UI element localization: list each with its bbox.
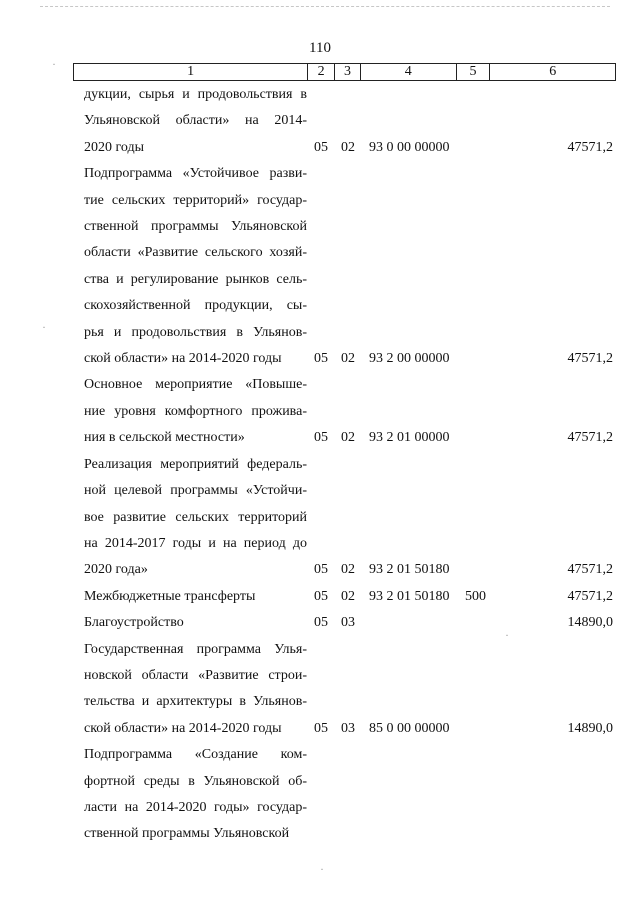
row-cell-c3: 02 xyxy=(341,351,355,367)
row-name-line: ской области» на 2014-2020 годы xyxy=(84,351,282,367)
row-name xyxy=(84,82,307,161)
row-name-line: Ульяновской области» на 2014- xyxy=(84,113,307,129)
row-cell-c4: 93 2 01 50180 xyxy=(369,588,450,604)
table-row xyxy=(0,584,640,610)
row-cell-c4: 93 0 00 00000 xyxy=(369,139,450,155)
row-cell-c3: 02 xyxy=(341,430,355,446)
table-row xyxy=(0,82,640,161)
row-cell-c2: 05 xyxy=(314,351,328,367)
row-name-line: Основное мероприятие «Повыше- xyxy=(84,377,307,393)
row-name-line: области «Развитие сельского хозяй- xyxy=(84,245,307,261)
scan-speck: · xyxy=(42,320,46,334)
row-name-line: Подпрограмма «Устойчивое разви- xyxy=(84,166,307,182)
row-name xyxy=(84,584,307,610)
row-cell-c6: 47571,2 xyxy=(567,139,613,155)
row-name-line: 2020 года» xyxy=(84,562,148,578)
row-name-line: Реализация мероприятий федераль- xyxy=(84,456,307,472)
row-cell-c6: 47571,2 xyxy=(567,562,613,578)
row-cell-c2: 05 xyxy=(314,615,328,631)
row-name-line: на 2014-2017 годы и на период до xyxy=(84,535,307,551)
row-cell-c4: 93 2 00 00000 xyxy=(369,351,450,367)
row-name-line: вое развитие сельских территорий xyxy=(84,509,307,525)
row-name-line: ной целевой программы «Устойчи- xyxy=(84,483,307,499)
row-name-line: ской области» на 2014-2020 годы xyxy=(84,720,282,736)
row-name xyxy=(84,372,307,451)
row-name-line: рья и продовольствия в Ульянов- xyxy=(84,324,307,340)
row-cell-c2: 05 xyxy=(314,720,328,736)
header-col-6: 6 xyxy=(549,64,557,79)
row-name-line: новской области «Развитие строи- xyxy=(84,667,307,683)
page-number: 110 xyxy=(309,40,331,56)
table-row xyxy=(0,452,640,584)
row-cell-c2: 05 xyxy=(314,562,328,578)
row-name-line: ства и регулирование рынков сель- xyxy=(84,271,307,287)
row-name-line: ласти на 2014-2020 годы» государ- xyxy=(84,799,307,815)
row-cell-c2: 05 xyxy=(314,430,328,446)
row-cell-c6: 47571,2 xyxy=(567,351,613,367)
row-cell-c6: 47571,2 xyxy=(567,430,613,446)
row-cell-c2: 05 xyxy=(314,139,328,155)
header-col-5: 5 xyxy=(457,64,491,80)
row-name-line: ние уровня комфортного прожива- xyxy=(84,403,307,419)
row-name xyxy=(84,452,307,584)
row-cell-c6: 14890,0 xyxy=(567,615,613,631)
scan-speck: · xyxy=(52,57,56,71)
row-cell-c4: 85 0 00 00000 xyxy=(369,720,450,736)
row-cell-c3: 02 xyxy=(341,139,355,155)
table-row xyxy=(0,161,640,372)
scan-artifact-line xyxy=(40,6,610,9)
row-cell-c3: 03 xyxy=(341,720,355,736)
row-name-line: скохозяйственной продукции, сы- xyxy=(84,298,307,314)
row-name xyxy=(84,637,307,743)
table-row xyxy=(0,610,640,636)
table-header xyxy=(73,63,616,81)
row-cell-c5: 500 xyxy=(465,588,486,604)
row-name xyxy=(84,742,307,848)
row-name-line: дукции, сырья и продовольствия в xyxy=(84,87,307,102)
row-cell-c4: 93 2 01 00000 xyxy=(369,430,450,446)
table-row xyxy=(0,637,640,743)
scan-speck: · xyxy=(320,862,324,876)
row-cell-c4: 93 2 01 50180 xyxy=(369,562,450,578)
row-name-line: тельства и архитектуры в Ульянов- xyxy=(84,694,307,710)
row-cell-c6: 47571,2 xyxy=(567,588,613,604)
row-name-line: ния в сельской местности» xyxy=(84,430,245,446)
table-row xyxy=(0,742,640,848)
header-col-4: 4 xyxy=(361,64,457,80)
row-name-line: фортной среды в Ульяновской об- xyxy=(84,773,307,789)
row-name xyxy=(84,161,307,372)
row-name-line: Благоустройство xyxy=(84,615,184,631)
table-row xyxy=(0,372,640,451)
row-name-line: 2020 годы xyxy=(84,139,145,155)
header-col-2: 2 xyxy=(308,64,335,80)
row-cell-c2: 05 xyxy=(314,588,328,604)
header-col-1: 1 xyxy=(74,64,308,80)
table-body xyxy=(0,82,640,848)
row-cell-c3: 02 xyxy=(341,588,355,604)
row-name-line: Подпрограмма «Создание ком- xyxy=(84,747,307,763)
scan-speck: · xyxy=(505,628,509,642)
row-name-line: ственной программы Ульяновской xyxy=(84,826,290,842)
row-name xyxy=(84,610,307,636)
row-name-line: Межбюджетные трансферты xyxy=(84,588,256,604)
row-cell-c6: 14890,0 xyxy=(567,720,613,736)
row-name-line: тие сельских территорий» государ- xyxy=(84,192,307,208)
header-col-3: 3 xyxy=(335,64,361,80)
row-name-line: ственной программы Ульяновской xyxy=(84,219,307,235)
row-cell-c3: 02 xyxy=(341,562,355,578)
row-name-line: Государственная программа Улья- xyxy=(84,641,307,657)
row-cell-c3: 03 xyxy=(341,615,355,631)
